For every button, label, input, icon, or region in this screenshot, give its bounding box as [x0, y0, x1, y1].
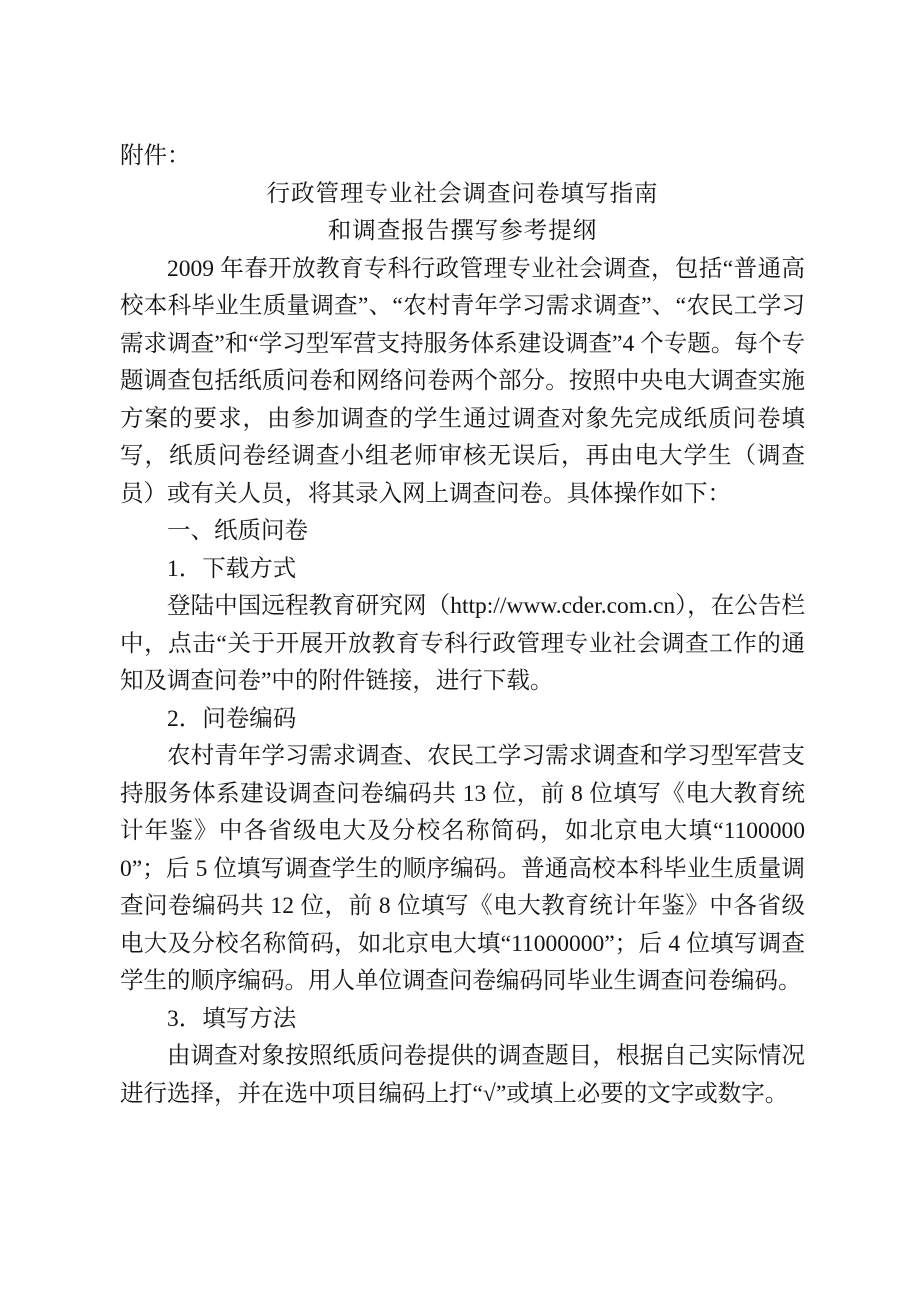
document-title-line1: 行政管理专业社会调查问卷填写指南	[266, 180, 659, 207]
subsection-1-3-heading: 3．填写方法	[167, 1005, 297, 1032]
attachment-label: 附件：	[120, 143, 191, 169]
subsection-1-2-heading: 2．问卷编码	[167, 705, 297, 732]
subsection-1-2-body: 农村青年学习需求调查、农民工学习需求调查和学习型军营支持服务体系建设调查问卷编码共 13 位，前 8 位填写《电大教育统计年鉴》中各省级电大及分校名称简码，如北京电大填“11000000”；后 5 位填写调查学生的顺序编码。普通高校本科毕业生质量调查问卷编码共 12 位，前 8 位填写《电大教育统计年鉴》中各省级电大及分校名称简码，如北京电大填“11000000”；后 4 位填写调查学生的顺序编码。用人单位调查问卷编码同毕业生调查问卷编码。	[120, 743, 805, 994]
section-1-heading: 一、纸质问卷	[167, 518, 308, 544]
subsection-1-3-body: 由调查对象按照纸质问卷提供的调查题目，根据自己实际情况进行选择，并在选中项目编码上打“√”或填上必要的文字或数字。	[120, 1043, 805, 1107]
subsection-1-1-heading: 1．下载方式	[167, 555, 297, 582]
document-title-line2: 和调查报告撰写参考提纲	[327, 218, 598, 244]
intro-paragraph: 2009 年春开放教育专科行政管理专业社会调查，包括“普通高校本科毕业生质量调查”、“农村青年学习需求调查”、“农民工学习需求调查”和“学习型军营支持服务体系建设调查”4 个专题。每个专题调查包括纸质问卷和网络问卷两个部分。按照中央电大调查实施方案的要求，由参加调查的学生通过调查对象先完成纸质问卷填写，纸质问卷经调查小组老师审核无误后，再由电大学生（调查员）或有关人员，将其录入网上调查问卷。具体操作如下：	[120, 255, 805, 507]
subsection-1-1-body: 登陆中国远程教育研究网（http://www.cder.com.cn），在公告栏中，点击“关于开展开放教育专科行政管理专业社会调查工作的通知及调查问卷”中的附件链接，进行下载。	[120, 593, 805, 694]
